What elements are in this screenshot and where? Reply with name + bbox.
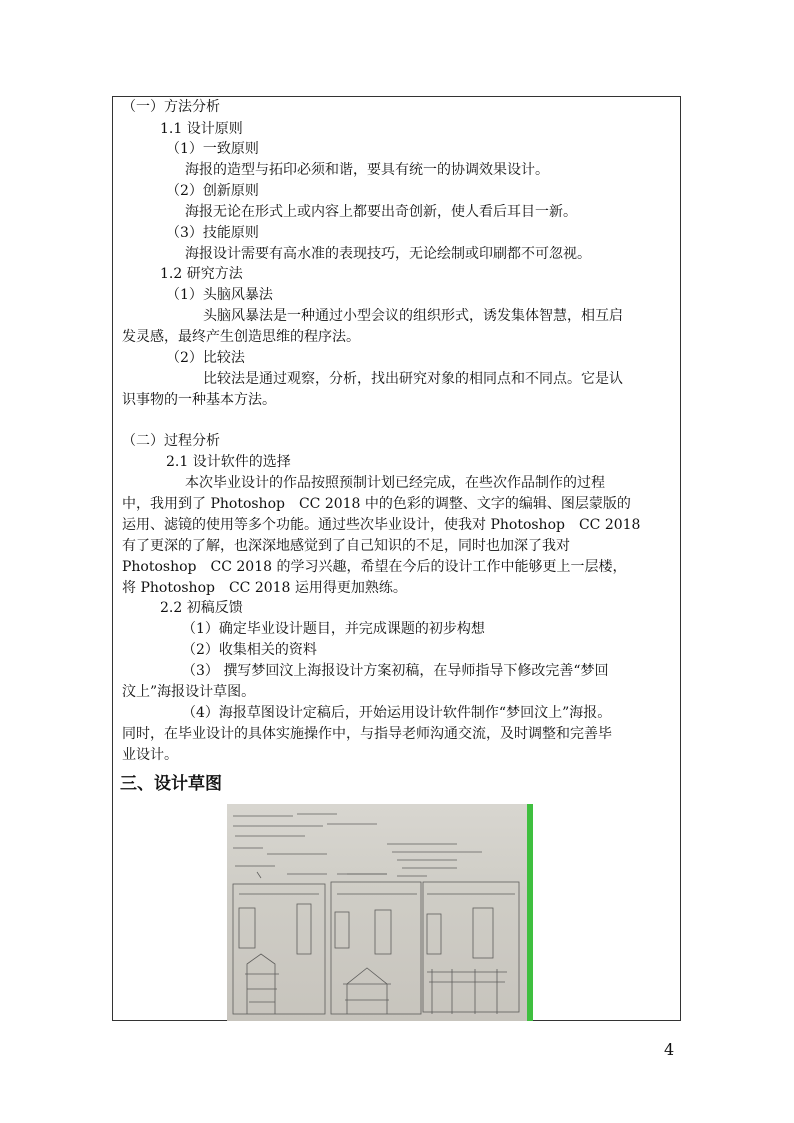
photo-green-edge [527,804,533,1021]
feedback-item-4-line-1: （4）海报草图设计定稿后，开始运用设计软件制作“梦回汶上”海报。 [182,705,612,721]
software-text-line-3: 运用、滤镜的使用等多个功能。通过些次毕业设计，使我对 Photoshop CC 2018 [122,517,641,533]
method-1-text-line-2: 发灵感，最终产生创造思维的程序法。 [122,329,360,345]
subheading-software: 2.1 设计软件的选择 [166,454,291,470]
feedback-item-3-line-1: （3） 撰写梦回汶上海报设计方案初稿，在导师指导下修改完善“梦回 [182,663,609,679]
principle-3-heading: （3）技能原则 [166,225,259,241]
principle-2-heading: （2）创新原则 [166,183,259,199]
sketch-drawing [227,804,533,1021]
method-2-text-line-1: 比较法是通过观察，分析，找出研究对象的相同点和不同点。它是认 [203,371,623,387]
software-text-line-1: 本次毕业设计的作品按照预制计划已经完成，在些次作品制作的过程 [185,475,605,491]
subheading-draft-feedback: 2.2 初稿反馈 [160,600,243,616]
method-2-heading: （2）比较法 [166,350,245,366]
design-sketch-photo [227,804,533,1021]
page-number: 4 [664,1040,675,1059]
principle-3-text: 海报设计需要有高水准的表现技巧，无论绘制或印刷都不可忽视。 [185,246,591,262]
section-heading-sketch: 三、设计草图 [120,774,222,794]
feedback-item-2: （2）收集相关的资料 [182,642,317,658]
principle-1-text: 海报的造型与拓印必须和谐，要具有统一的协调效果设计。 [185,162,549,178]
method-1-text-line-1: 头脑风暴法是一种通过小型会议的组织形式，诱发集体智慧，相互启 [203,308,623,324]
software-text-line-5: Photoshop CC 2018 的学习兴趣，希望在今后的设计工作中能够更上一层楼， [122,559,627,575]
feedback-item-4-line-3: 业设计。 [122,747,178,763]
principle-1-heading: （1）一致原则 [166,141,259,157]
software-text-line-6: 将 Photoshop CC 2018 运用得更加熟练。 [122,580,407,596]
feedback-item-1: （1）确定毕业设计题目，并完成课题的初步构想 [182,621,485,637]
feedback-item-3-line-2: 汶上”海报设计草图。 [122,684,256,700]
section-heading-process: （二）过程分析 [122,433,220,449]
subheading-design-principles: 1.1 设计原则 [160,121,243,137]
software-text-line-4: 有了更深的了解，也深深地感觉到了自己知识的不足，同时也加深了我对 [122,538,570,554]
principle-2-text: 海报无论在形式上或内容上都要出奇创新，使人看后耳目一新。 [185,204,577,220]
feedback-item-4-line-2: 同时，在毕业设计的具体实施操作中，与指导老师沟通交流，及时调整和完善毕 [122,726,612,742]
software-text-line-2: 中，我用到了 Photoshop CC 2018 中的色彩的调整、文字的编辑、图层蒙版的 [122,496,631,512]
section-heading-method: （一）方法分析 [122,99,220,115]
method-2-text-line-2: 识事物的一种基本方法。 [122,392,276,408]
subheading-research-methods: 1.2 研究方法 [160,266,243,282]
method-1-heading: （1）头脑风暴法 [166,287,273,303]
